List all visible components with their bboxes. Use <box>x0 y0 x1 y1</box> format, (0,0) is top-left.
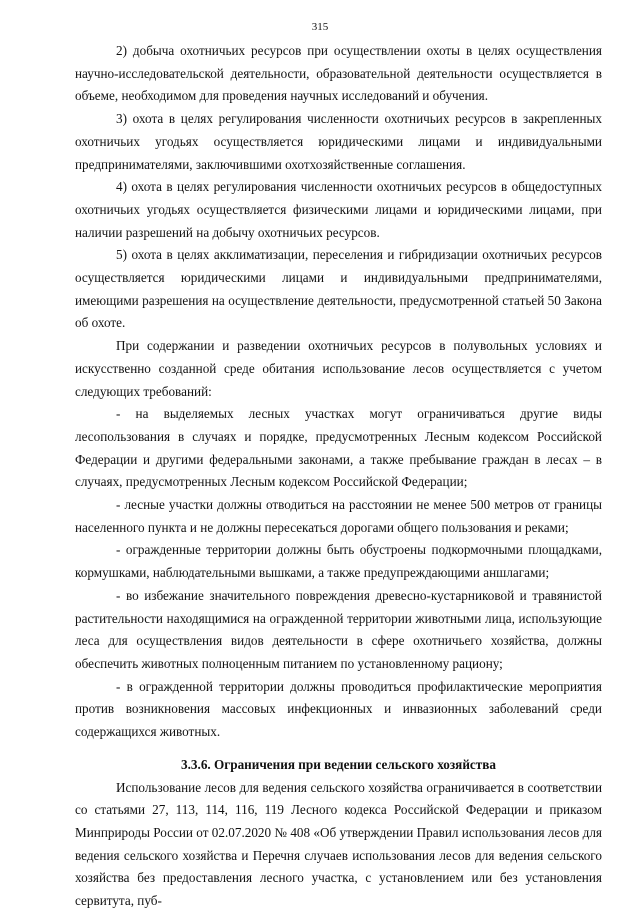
paragraph-hunting-research: 2) добыча охотничьих ресурсов при осуществлении охоты в целях осуществления научно-исследовательской деятельности, образовательной деятельности осуществляется в объеме, необходимом для проведения научных исследований и обучения. <box>75 43 602 104</box>
section-paragraph: Использование лесов для ведения сельского хозяйства ограничивается в соответствии со статьями 27, 113, 114, 116, 119 Лесного кодекса Российской Федерации и приказом Минприроды России от 02.07.2020 № 408 «Об утверждении Правил использования лесов для ведения сельского хозяйства и Перечня случаев использования лесов для ведения сельского хозяйства без предоставления лесного участка, с установлением или без установления сервитута, пуб- <box>75 779 602 909</box>
paragraph-hunting-regulation-assigned: 3) охота в целях регулирования численности охотничьих ресурсов в закрепленных охотничьих угодьях осуществляется юридическими лицами и индивидуальными предпринимателями, заключившими охотхозяйственные соглашения. <box>75 111 602 172</box>
paragraph-semi-free-requirements: При содержании и разведении охотничьих ресурсов в полувольных условиях и искусственно созданной среде обитания использование лесов осуществляется с учетом следующих требований: <box>75 338 602 399</box>
page-content <box>75 40 602 913</box>
list-item-prevention: - в огражденной территории должны проводиться профилактические мероприятия против возникновения массовых инфекционных и инвазионных заболеваний среди содержащихся животных. <box>75 678 602 740</box>
page-number: 315 <box>311 21 329 33</box>
list-item-fenced-territories: - огражденные территории должны быть обустроены подкормочными площадками, кормушками, наблюдательными вышками, а также предупреждающими аншлагами; <box>75 542 602 581</box>
section-heading: 3.3.6. Ограничения при ведении сельского хозяйства <box>181 756 496 772</box>
list-item-feeding: - во избежание значительного повреждения древесно-кустарниковой и травянистой растительности находящимися на огражденной территории животными лица, использующие леса для осуществления видов деятельности в сфере охотничьего хозяйства, должны обеспечить животных полноценным питанием по установленному рациону; <box>75 587 602 671</box>
list-item-restrictions: - на выделяемых лесных участках могут ограничиваться другие виды лесопользования в случаях и порядке, предусмотренных Лесным кодексом Российской Федерации и другими федеральными законами, а также пребывание граждан в лесах – в случаях, предусмотренных Лесным кодексом Российской Федерации; <box>75 406 602 490</box>
paragraph-hunting-regulation-public: 4) охота в целях регулирования численности охотничьих ресурсов в общедоступных охотничьих угодьях осуществляется физическими лицами и юридическими лицами, при наличии разрешений на добычу охотничьих ресурсов. <box>75 179 602 240</box>
list-item-distance: - лесные участки должны отводиться на расстоянии не менее 500 метров от границы населенного пункта и не должны пересекаться дорогами общего пользования и реками; <box>75 497 602 535</box>
paragraph-hunting-acclimatization: 5) охота в целях акклиматизации, переселения и гибридизации охотничьих ресурсов осуществляется юридическими лицами и индивидуальными предпринимателями, имеющими разрешения на осуществление деятельности, предусмотренной статьей 50 Закона об охоте. <box>75 247 602 331</box>
